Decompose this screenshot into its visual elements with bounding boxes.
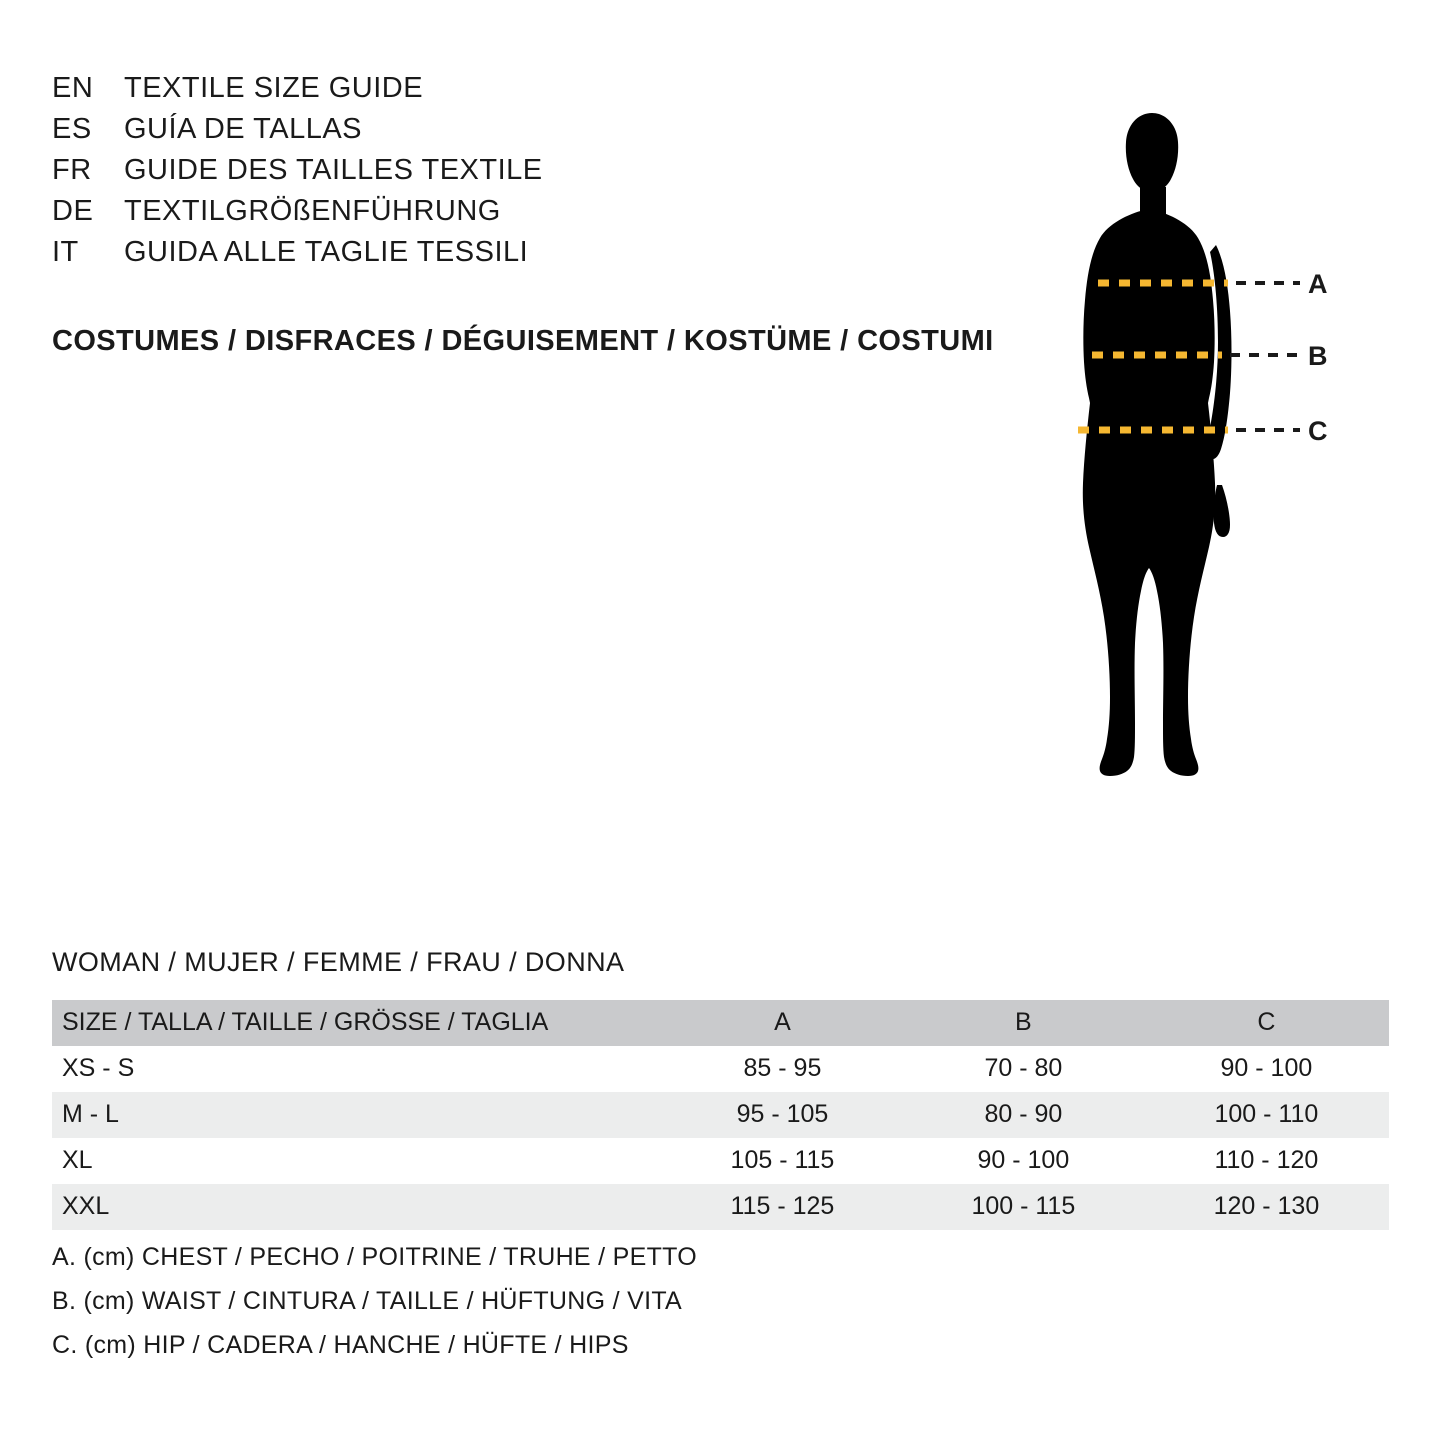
cell-a: 115 - 125 <box>730 1192 835 1220</box>
legend-item-a: A. (cm) CHEST / PECHO / POITRINE / TRUHE / PETTO <box>52 1243 698 1271</box>
cell-c: 90 - 100 <box>1220 1054 1313 1082</box>
cell-a: 105 - 115 <box>730 1146 835 1174</box>
cell-b: 90 - 100 <box>977 1146 1070 1174</box>
table-header-row <box>52 1000 1389 1046</box>
cell-b: 70 - 80 <box>984 1054 1063 1082</box>
marker-label-c: C <box>1308 416 1328 446</box>
language-text-en: TEXTILE SIZE GUIDE <box>124 72 424 104</box>
cell-size: XL <box>62 1146 93 1174</box>
language-text-it: GUIDA ALLE TAGLIE TESSILI <box>124 236 529 268</box>
cell-a: 95 - 105 <box>736 1100 829 1128</box>
cell-size: M - L <box>62 1100 119 1128</box>
language-text-de: TEXTILGRÖßENFÜHRUNG <box>124 195 501 227</box>
language-code-es: ES <box>52 113 92 145</box>
woman-silhouette-icon <box>1020 55 1400 885</box>
legend-item-c: C. (cm) HIP / CADERA / HANCHE / HÜFTE / HIPS <box>52 1331 629 1359</box>
marker-label-b: B <box>1308 341 1328 371</box>
cell-a: 85 - 95 <box>743 1054 822 1082</box>
cell-size: XS - S <box>62 1054 135 1082</box>
language-code-de: DE <box>52 195 94 227</box>
language-text-fr: GUIDE DES TAILLES TEXTILE <box>124 154 543 186</box>
language-list <box>52 72 1012 277</box>
language-row-es <box>52 113 1012 146</box>
figure-diagram <box>1020 55 1400 885</box>
language-code-en: EN <box>52 72 94 104</box>
table-row <box>52 1092 1389 1138</box>
language-row-en <box>52 72 1012 105</box>
language-code-fr: FR <box>52 154 92 186</box>
cell-c: 110 - 120 <box>1214 1146 1319 1174</box>
legend-item-b: B. (cm) WAIST / CINTURA / TAILLE / HÜFTUNG / VITA <box>52 1287 683 1315</box>
cell-b: 80 - 90 <box>984 1100 1063 1128</box>
column-header-b: B <box>1015 1008 1032 1036</box>
language-code-it: IT <box>52 236 79 268</box>
language-row-fr <box>52 154 1012 187</box>
table-row <box>52 1138 1389 1184</box>
table-row <box>52 1046 1389 1092</box>
language-text-es: GUÍA DE TALLAS <box>124 113 363 145</box>
size-table <box>52 1000 1389 1230</box>
column-header-a: A <box>774 1008 791 1036</box>
table-title: WOMAN / MUJER / FEMME / FRAU / DONNA <box>52 947 625 977</box>
cell-c: 120 - 130 <box>1213 1192 1320 1220</box>
cell-b: 100 - 115 <box>971 1192 1076 1220</box>
table-row <box>52 1184 1389 1230</box>
column-header-size: SIZE / TALLA / TAILLE / GRÖSSE / TAGLIA <box>62 1008 549 1036</box>
marker-label-a: A <box>1308 269 1328 299</box>
column-header-c: C <box>1257 1008 1276 1036</box>
language-row-de <box>52 195 1012 228</box>
category-title: COSTUMES / DISFRACES / DÉGUISEMENT / KOSTÜME / COSTUMI <box>52 325 994 357</box>
measurement-legend <box>52 1243 697 1375</box>
language-row-it <box>52 236 1012 269</box>
cell-size: XXL <box>62 1192 110 1220</box>
cell-c: 100 - 110 <box>1214 1100 1319 1128</box>
